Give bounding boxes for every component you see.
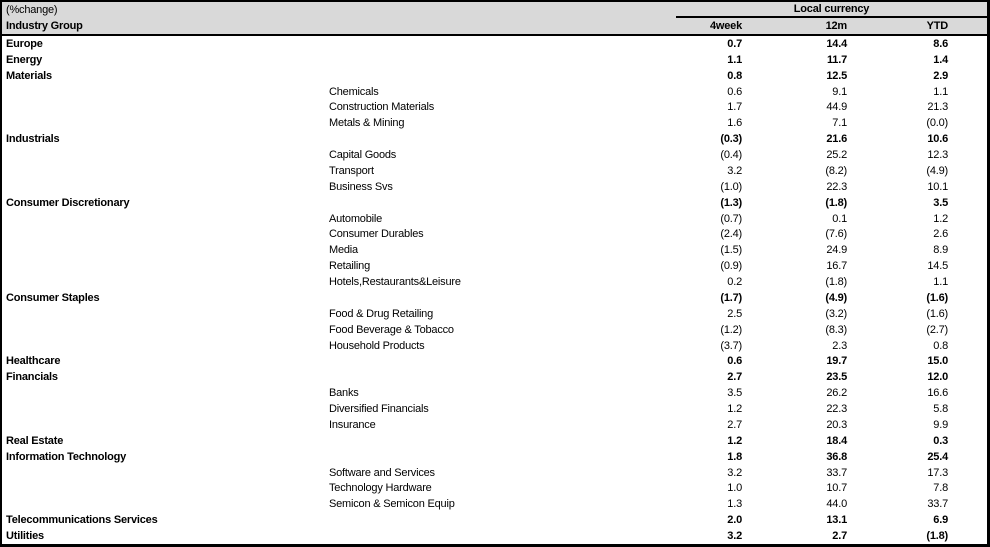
value-ytd: (2.7) (926, 323, 948, 336)
table-row (2, 84, 987, 100)
value-12m: 26.2 (826, 387, 847, 400)
value-ytd: 7.8 (933, 482, 948, 495)
sub-industry-label: Capital Goods (329, 149, 397, 162)
industry-group-label: Industrials (6, 133, 60, 146)
table-row (2, 36, 987, 52)
sub-industry-label: Consumer Durables (329, 228, 424, 241)
value-4week: 1.0 (727, 482, 742, 495)
table-row (2, 512, 987, 528)
value-12m: 33.7 (826, 466, 847, 479)
table-row (2, 68, 987, 84)
table-row (2, 354, 987, 370)
sub-industry-label: Chemicals (329, 85, 379, 98)
value-ytd: 14.5 (927, 260, 948, 273)
table-row (2, 385, 987, 401)
header-row-top (2, 2, 987, 18)
value-ytd: 17.3 (927, 466, 948, 479)
value-12m: 36.8 (826, 450, 847, 463)
sub-industry-label: Food & Drug Retailing (329, 307, 434, 320)
value-12m: 44.9 (826, 101, 847, 114)
value-ytd: 2.6 (933, 228, 948, 241)
value-12m: 16.7 (826, 260, 847, 273)
value-4week: 3.5 (727, 387, 742, 400)
value-ytd: 25.4 (927, 450, 948, 463)
value-12m: 24.9 (826, 244, 847, 257)
value-4week: (1.7) (720, 291, 742, 304)
table-header (2, 2, 987, 36)
column-header-ytd: YTD (926, 20, 948, 32)
value-ytd: 10.6 (927, 133, 948, 146)
value-ytd: 1.2 (933, 212, 948, 225)
industry-group-label: Materials (6, 69, 52, 82)
value-12m: (4.9) (825, 291, 847, 304)
percent-change-label: (%change) (6, 4, 58, 16)
header-spacer (327, 18, 676, 34)
sub-industry-label: Diversified Financials (329, 403, 429, 416)
value-12m: 44.0 (826, 498, 847, 511)
table-row (2, 306, 987, 322)
sub-industry-label: Transport (329, 164, 374, 177)
value-12m: 18.4 (826, 434, 847, 447)
value-4week: 3.2 (727, 164, 742, 177)
industry-group-label: Information Technology (6, 450, 127, 463)
column-header-12m: 12m (825, 20, 847, 32)
value-ytd: 12.0 (927, 371, 948, 384)
value-4week: 3.2 (727, 530, 742, 543)
value-4week: 2.7 (727, 371, 742, 384)
value-ytd: 8.9 (933, 244, 948, 257)
industry-group-label: Europe (6, 37, 43, 50)
table-row (2, 528, 987, 544)
value-4week: 1.7 (727, 101, 742, 114)
value-ytd: (4.9) (926, 164, 948, 177)
value-4week: (1.0) (720, 180, 742, 193)
value-12m: 22.3 (826, 180, 847, 193)
table-row (2, 449, 987, 465)
value-12m: 20.3 (826, 418, 847, 431)
table-row (2, 338, 987, 354)
table-row (2, 52, 987, 68)
value-ytd: 12.3 (927, 149, 948, 162)
value-ytd: 1.1 (933, 85, 948, 98)
value-ytd: (0.0) (926, 117, 948, 130)
value-4week: 1.6 (727, 117, 742, 130)
value-4week: 3.2 (727, 466, 742, 479)
value-ytd: 1.4 (933, 53, 948, 66)
value-ytd: 10.1 (927, 180, 948, 193)
value-4week: 1.1 (727, 53, 742, 66)
sub-industry-label: Insurance (329, 418, 376, 431)
table-row (2, 115, 987, 131)
sub-industry-label: Software and Services (329, 466, 435, 479)
table-row (2, 131, 987, 147)
value-ytd: 3.5 (933, 196, 948, 209)
value-4week: (1.5) (720, 244, 742, 257)
value-12m: 0.1 (832, 212, 847, 225)
industry-group-label: Healthcare (6, 355, 61, 368)
value-12m: 13.1 (826, 514, 847, 527)
value-12m: 10.7 (826, 482, 847, 495)
value-12m: (1.8) (825, 276, 847, 289)
industry-group-label: Energy (6, 53, 43, 66)
table-row (2, 401, 987, 417)
value-12m: 9.1 (832, 85, 847, 98)
table-row (2, 242, 987, 258)
value-12m: 11.7 (826, 53, 847, 66)
value-4week: (2.4) (720, 228, 742, 241)
sub-industry-label: Banks (329, 387, 359, 400)
value-12m: 25.2 (826, 149, 847, 162)
value-ytd: 15.0 (927, 355, 948, 368)
table-body (2, 36, 987, 544)
table-row (2, 179, 987, 195)
value-4week: (1.3) (720, 196, 742, 209)
value-ytd: 6.9 (933, 514, 948, 527)
table-row (2, 369, 987, 385)
header-row-columns (2, 18, 987, 34)
value-12m: 2.7 (832, 530, 847, 543)
value-4week: (0.4) (720, 149, 742, 162)
sub-industry-label: Technology Hardware (329, 482, 432, 495)
sub-industry-label: Hotels,Restaurants&Leisure (329, 276, 461, 289)
table-row (2, 258, 987, 274)
sub-industry-label: Food Beverage & Tobacco (329, 323, 454, 336)
value-4week: 2.5 (727, 307, 742, 320)
value-12m: 7.1 (832, 117, 847, 130)
sub-industry-label: Media (329, 244, 358, 257)
value-12m: (3.2) (825, 307, 847, 320)
table-row (2, 227, 987, 243)
industry-group-label: Consumer Staples (6, 291, 100, 304)
value-12m: 19.7 (826, 355, 847, 368)
value-ytd: 0.8 (933, 339, 948, 352)
value-12m: 22.3 (826, 403, 847, 416)
sub-industry-label: Retailing (329, 260, 371, 273)
value-12m: 12.5 (826, 69, 847, 82)
value-ytd: 5.8 (933, 403, 948, 416)
table-row (2, 195, 987, 211)
value-4week: 0.6 (727, 85, 742, 98)
value-4week: (0.3) (720, 133, 742, 146)
table-row (2, 100, 987, 116)
industry-group-label: Consumer Discretionary (6, 196, 130, 209)
value-4week: (0.7) (720, 212, 742, 225)
table-row (2, 322, 987, 338)
value-4week: 1.8 (727, 450, 742, 463)
value-4week: 1.2 (727, 403, 742, 416)
sub-industry-label: Metals & Mining (329, 117, 405, 130)
value-ytd: 33.7 (927, 498, 948, 511)
value-ytd: 8.6 (933, 37, 948, 50)
sub-industry-label: Household Products (329, 339, 425, 352)
value-4week: 1.2 (727, 434, 742, 447)
sub-industry-label: Automobile (329, 212, 383, 225)
table-row (2, 496, 987, 512)
value-4week: 0.8 (727, 69, 742, 82)
value-12m: (8.2) (825, 164, 847, 177)
value-12m: (7.6) (825, 228, 847, 241)
value-4week: 0.2 (727, 276, 742, 289)
sub-industry-label: Semicon & Semicon Equip (329, 498, 455, 511)
value-4week: 2.7 (727, 418, 742, 431)
column-header-4week: 4week (709, 20, 742, 32)
value-4week: 0.7 (727, 37, 742, 50)
value-4week: (3.7) (720, 339, 742, 352)
value-ytd: 9.9 (933, 418, 948, 431)
value-12m: 14.4 (826, 37, 847, 50)
value-12m: 21.6 (826, 133, 847, 146)
value-ytd: (1.8) (926, 530, 948, 543)
table-row (2, 417, 987, 433)
value-12m: (1.8) (825, 196, 847, 209)
value-12m: 2.3 (832, 339, 847, 352)
table-row (2, 147, 987, 163)
value-12m: (8.3) (825, 323, 847, 336)
value-4week: (1.2) (720, 323, 742, 336)
value-ytd: 16.6 (927, 387, 948, 400)
table-row (2, 465, 987, 481)
industry-group-label: Telecommunications Services (6, 514, 158, 527)
industry-group-label: Utilities (6, 530, 44, 543)
value-4week: 2.0 (727, 514, 742, 527)
value-4week: 0.6 (727, 355, 742, 368)
table-row (2, 433, 987, 449)
value-4week: 1.3 (727, 498, 742, 511)
local-currency-label: Local currency (676, 2, 987, 18)
value-ytd: (1.6) (926, 307, 948, 320)
value-12m: 23.5 (826, 371, 847, 384)
value-ytd: 2.9 (933, 69, 948, 82)
table-row (2, 211, 987, 227)
sub-industry-label: Construction Materials (329, 101, 435, 114)
sub-industry-label: Business Svs (329, 180, 393, 193)
industry-group-header: Industry Group (6, 20, 83, 32)
table-row (2, 290, 987, 306)
table-row (2, 163, 987, 179)
value-ytd: 21.3 (927, 101, 948, 114)
industry-group-label: Financials (6, 371, 58, 384)
value-4week: (0.9) (720, 260, 742, 273)
industry-group-label: Real Estate (6, 434, 64, 447)
value-ytd: 0.3 (933, 434, 948, 447)
value-ytd: 1.1 (933, 276, 948, 289)
table-row (2, 481, 987, 497)
table-row (2, 274, 987, 290)
value-ytd: (1.6) (926, 291, 948, 304)
